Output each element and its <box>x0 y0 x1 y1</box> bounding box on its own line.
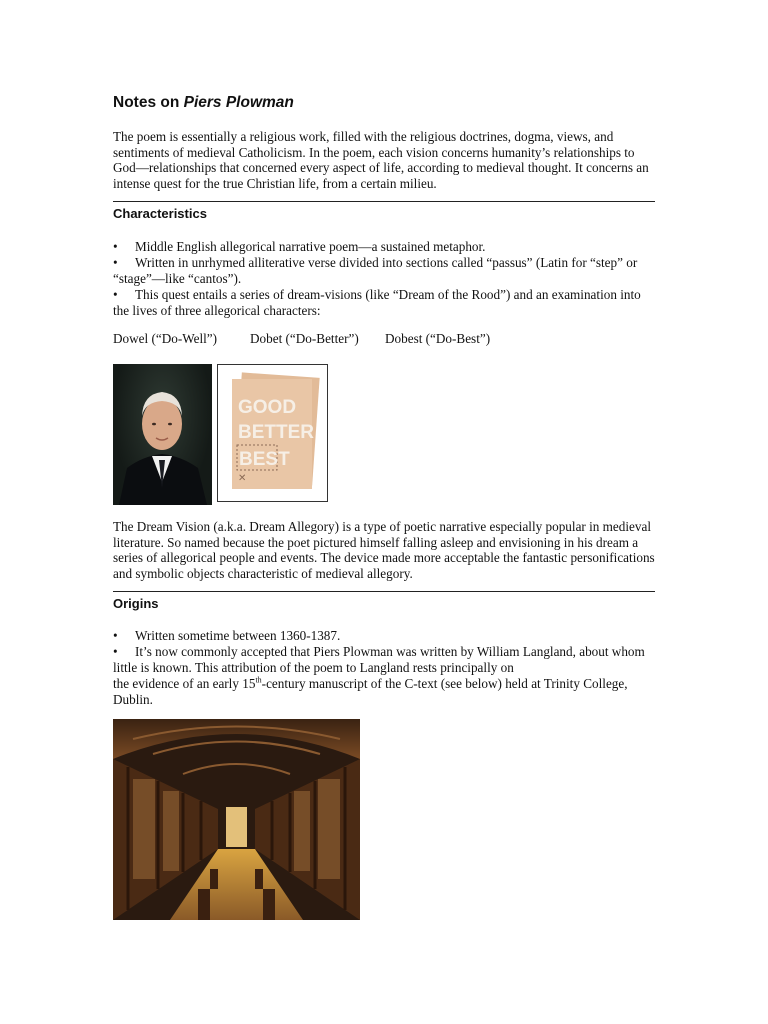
trinity-library-photo <box>113 719 360 920</box>
section-divider <box>113 591 655 592</box>
origins-list <box>113 628 658 708</box>
good-better-best-image <box>217 364 328 502</box>
list-item: • Middle English allegorical narrative poem—a sustained metaphor. <box>113 239 486 254</box>
character-dobet: Dobet (“Do-Better”) <box>250 331 359 346</box>
list-item: • Written in unrhymed alliterative verse divided into sections called “passus” (Latin for “step” or “stage”—like “cantos”). <box>113 255 638 286</box>
bullet-icon: • <box>113 287 118 302</box>
bullet-icon: • <box>113 255 118 270</box>
list-item: • Written sometime between 1360-1387. <box>113 628 341 643</box>
list-item: • This quest entails a series of dream-visions (like “Dream of the Rood”) and an examination into the lives of three allegorical characters: <box>113 287 641 318</box>
characteristics-heading: Characteristics <box>113 206 207 221</box>
title-work: Piers Plowman <box>183 94 294 111</box>
dream-vision-paragraph: The Dream Vision (a.k.a. Dream Allegory) is a type of poetic narrative especially popular in medieval literature. So named because the poet pictured himself falling asleep and envisioning in his dream a series of allegorical people and events. The device made more acceptable the fantastic personifications and symbolic objects characteristic of medieval allegory. <box>113 519 655 581</box>
bullet-icon: • <box>113 628 118 643</box>
bullet-icon: • <box>113 644 118 659</box>
portrait-illustration <box>113 364 212 505</box>
card-illustration <box>218 365 327 501</box>
section-divider <box>113 201 655 202</box>
card-word-good: GOOD <box>238 397 297 418</box>
page-title <box>113 94 294 112</box>
origins-heading: Origins <box>113 596 159 611</box>
bullet-icon: • <box>113 239 118 254</box>
card-word-better: BETTER <box>238 422 314 443</box>
card-mark: ✕ <box>238 473 247 484</box>
library-illustration <box>113 719 360 920</box>
character-dowel: Dowel (“Do-Well”) <box>113 331 218 346</box>
list-item: • It’s now commonly accepted that Piers Plowman was written by William Langland, about whom little is known. This attribution of the poem to Langland rests principally on the evidence of an early 15th-century manuscript of the C-text (see below) held at Trinity College, Dublin. <box>113 644 645 707</box>
allegorical-characters <box>113 331 490 347</box>
characteristics-list <box>113 239 658 319</box>
portrait-photo <box>113 364 212 505</box>
title-prefix: Notes on <box>113 94 184 111</box>
character-dobest: Dobest (“Do-Best”) <box>385 331 491 346</box>
intro-paragraph: The poem is essentially a religious work, filled with the religious doctrines, dogma, views, and sentiments of medieval Catholicism. In the poem, each vision concerns humanity’s relationships to God—relationships that concerned every aspect of life, according to medieval thought. It concerns an intense quest for the true Christian life, from a certain milieu. <box>113 129 649 191</box>
card-word-best: BEST <box>239 449 290 470</box>
